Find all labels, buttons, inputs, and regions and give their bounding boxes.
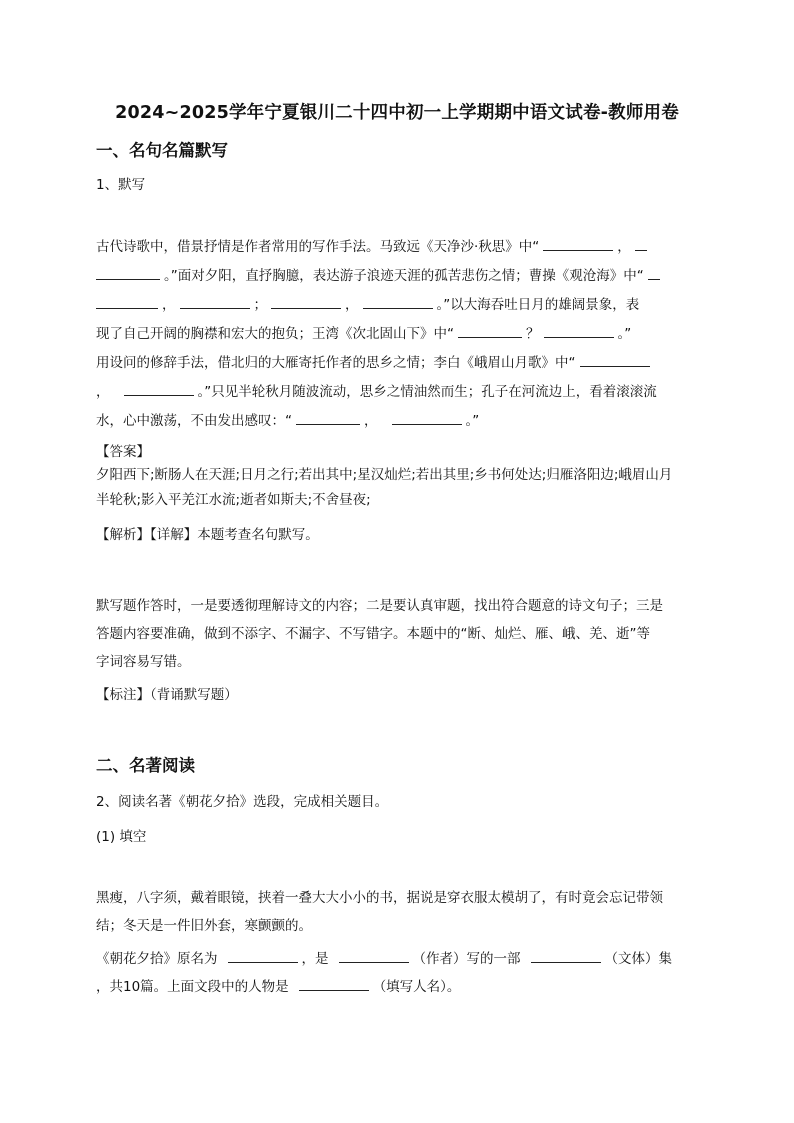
answer-blank[interactable] bbox=[180, 294, 250, 309]
answer-blank[interactable] bbox=[458, 323, 522, 338]
q1-text: 。”以大海吞吐日月的雄阔景象，表 bbox=[436, 297, 640, 313]
q1-text: 。”面对夕阳，直抒胸臆，表达游子浪迹天涯的孤苦悲伤之情；曹操《观沧海》中“ bbox=[164, 268, 644, 284]
q1-text: ， bbox=[96, 384, 110, 400]
q1-line-2 bbox=[96, 264, 664, 284]
answer-label: 【答案】 bbox=[96, 444, 150, 460]
answer-blank[interactable] bbox=[339, 948, 409, 963]
answer-blank[interactable] bbox=[96, 294, 158, 309]
q1-line-3 bbox=[96, 293, 639, 313]
q1-text: 现了自己开阔的胸襟和宏大的抱负；王湾《次北固山下》中“ bbox=[96, 326, 454, 342]
q1-line-6 bbox=[96, 380, 657, 400]
answer-blank[interactable] bbox=[531, 948, 601, 963]
answer-blank[interactable] bbox=[544, 323, 614, 338]
answer-blank[interactable] bbox=[543, 236, 613, 251]
passage-line-2: 结；冬天是一件旧外套，寒颤颤的。 bbox=[96, 918, 312, 934]
answer-line-2: 半轮秋;影入平羌江水流;逝者如斯夫;不舍昼夜; bbox=[96, 492, 371, 508]
q1-text: 。”只见半轮秋月随波流动，思乡之情油然而生；孔子在河流边上，看着滚滚流 bbox=[197, 384, 657, 400]
q1-line-5 bbox=[96, 351, 654, 371]
fill-text: ，是 bbox=[301, 951, 329, 967]
q1-line-1 bbox=[96, 235, 651, 255]
fill-line-2 bbox=[96, 975, 460, 995]
q1-text: ， bbox=[617, 239, 631, 255]
answer-blank[interactable] bbox=[271, 294, 341, 309]
subquestion-label: (1) 填空 bbox=[96, 829, 147, 845]
q1-text: ， bbox=[345, 297, 359, 313]
tag-line: 【标注】（背诵默写题） bbox=[96, 687, 238, 703]
answer-blank[interactable] bbox=[296, 410, 360, 425]
answer-blank[interactable] bbox=[228, 948, 298, 963]
fill-line-1 bbox=[96, 947, 672, 967]
answer-blank[interactable] bbox=[580, 352, 650, 367]
q1-text: ， bbox=[364, 413, 378, 429]
q1-text: 古代诗歌中，借景抒情是作者常用的写作手法。马致远《天净沙·秋思》中“ bbox=[96, 239, 540, 255]
answer-blank[interactable] bbox=[363, 294, 433, 309]
analysis-line: 【解析】【详解】本题考查名句默写。 bbox=[96, 527, 319, 543]
fill-text: ，共10篇。上面文段中的人物是 bbox=[96, 979, 289, 995]
q1-text: ； bbox=[253, 297, 267, 313]
q1-text: ， bbox=[162, 297, 176, 313]
explain-line-1: 默写题作答时，一是要透彻理解诗文的内容；二是要认真审题，找出符合题意的诗文句子；三是 bbox=[96, 598, 663, 614]
q1-text: 。” bbox=[617, 326, 632, 342]
explain-line-2: 答题内容要准确，做到不添字、不漏字、不写错字。本题中的“断、灿烂、雁、峨、羌、逝”等 bbox=[96, 626, 650, 642]
question2-label: 2、阅读名著《朝花夕拾》选段，完成相关题目。 bbox=[96, 794, 389, 810]
answer-blank[interactable] bbox=[124, 381, 194, 396]
explain-line-3: 字词容易写错。 bbox=[96, 654, 191, 670]
answer-blank[interactable] bbox=[635, 236, 647, 251]
document-title: 2024~2025学年宁夏银川二十四中初一上学期期中语文试卷-教师用卷 bbox=[115, 103, 679, 123]
section1-heading: 一、名句名篇默写 bbox=[96, 141, 228, 160]
fill-text: 《朝花夕拾》原名为 bbox=[96, 951, 218, 967]
q1-line-4 bbox=[96, 322, 631, 342]
fill-text: （填写人名）。 bbox=[372, 979, 461, 995]
section2-heading: 二、名著阅读 bbox=[96, 756, 195, 775]
q1-line-7 bbox=[96, 409, 479, 429]
fill-text: （文体）集 bbox=[604, 951, 672, 967]
answer-blank[interactable] bbox=[299, 976, 369, 991]
answer-blank[interactable] bbox=[96, 265, 160, 280]
q1-text: 。” bbox=[465, 413, 480, 429]
fill-text: （作者）写的一部 bbox=[412, 951, 521, 967]
q1-text: ？ bbox=[526, 326, 540, 342]
q1-text: 水，心中激荡，不由发出感叹：“ bbox=[96, 413, 292, 429]
answer-line-1: 夕阳西下;断肠人在天涯;日月之行;若出其中;星汉灿烂;若出其里;乡书何处达;归雁洛阳边;峨眉山月 bbox=[96, 467, 673, 483]
answer-blank[interactable] bbox=[392, 410, 462, 425]
question1-label: 1、默写 bbox=[96, 177, 146, 193]
answer-blank[interactable] bbox=[648, 265, 660, 280]
q1-text: 用设问的修辞手法，借北归的大雁寄托作者的思乡之情；李白《峨眉山月歌》中“ bbox=[96, 355, 576, 371]
passage-line-1: 黑瘦，八字须，戴着眼镜，挟着一叠大大小小的书，据说是穿衣服太模胡了，有时竟会忘记带领 bbox=[96, 890, 663, 906]
